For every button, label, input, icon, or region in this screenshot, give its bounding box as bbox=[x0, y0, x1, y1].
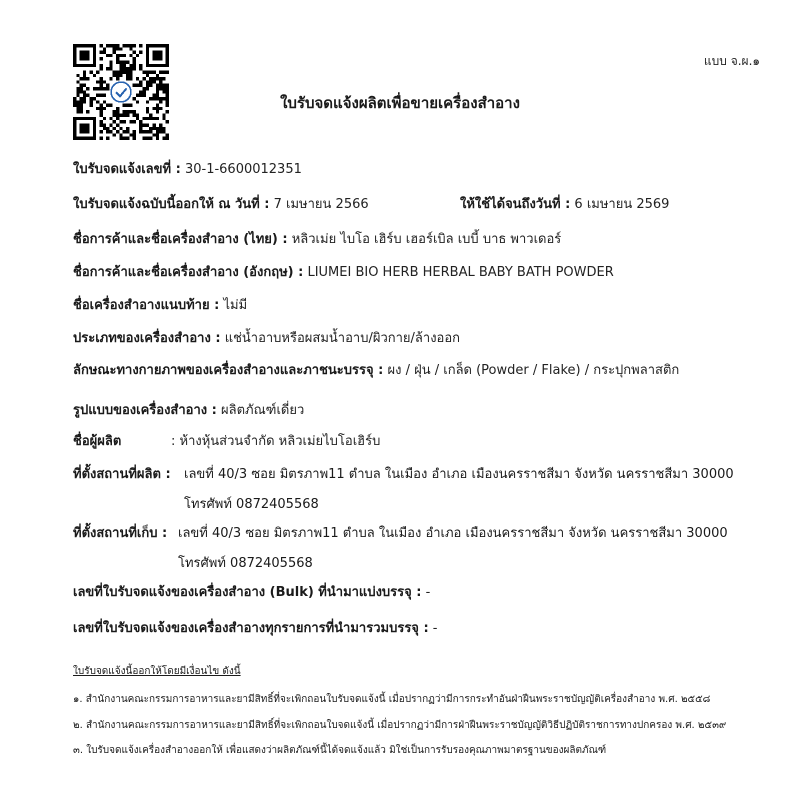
manufacturer-row bbox=[73, 433, 733, 453]
annex-name: ไม่มี bbox=[223, 298, 248, 313]
manufacturer-name: : ห้างหุ้นส่วนจำกัด หลิวเม่ยไบโอเฮิร์บ bbox=[171, 434, 381, 449]
issue-date-label: ใบรับจดแจ้งฉบับนี้ออกให้ ณ วันที่ : bbox=[73, 197, 270, 212]
trade-name-en-row bbox=[73, 264, 614, 282]
condition-item-3: ๓. ใบรับจดแจ้งเครื่องสำอางออกให้ เพื่อแสดงว่าผลิตภัณฑ์นี้ได้จดแจ้งแล้ว มิใช่เป็นการรับรองคุณภาพมาตรฐานของผลิตภัณฑ์ bbox=[73, 745, 607, 756]
condition-item-1: ๑. สำนักงานคณะกรรมการอาหารและยามีสิทธิ์ที่จะเพิกถอนใบรับจดแจ้งนี้ เมื่อปรากฏว่ามีการกระทำอันฝ่าฝืนพระราชบัญญัติเครื่องสำอาง พ.ศ. ๒๕๕๘ bbox=[73, 694, 711, 705]
physical-form-label: ลักษณะทางกายภาพของเครื่องสำอางและภาชนะบรรจุ : bbox=[73, 363, 384, 378]
issue-date: 7 เมษายน 2566 bbox=[273, 197, 369, 212]
issue-date-row bbox=[73, 196, 369, 214]
storage-address-label: ที่ตั้งสถานที่เก็บ : bbox=[73, 526, 168, 541]
product-style-row bbox=[73, 402, 304, 420]
trade-name-th: หลิวเม่ย ไบโอ เฮิร์บ เฮอร์เบิล เบบี้ บาธ พาวเดอร์ bbox=[291, 232, 562, 247]
valid-until-label: ให้ใช้ได้จนถึงวันที่ : bbox=[460, 197, 571, 212]
factory-address-label: ที่ตั้งสถานที่ผลิต : bbox=[73, 467, 171, 482]
trade-name-th-row bbox=[73, 231, 561, 249]
bulk-number: - bbox=[425, 585, 431, 600]
annex-name-label: ชื่อเครื่องสำอางแนบท้าย : bbox=[73, 298, 220, 313]
valid-until-row bbox=[460, 196, 669, 214]
notification-number-label: ใบรับจดแจ้งเลขที่ : bbox=[73, 162, 181, 177]
valid-until-date: 6 เมษายน 2569 bbox=[574, 197, 670, 212]
annex-name-row bbox=[73, 297, 247, 315]
product-style-label: รูปแบบของเครื่องสำอาง : bbox=[73, 403, 217, 418]
trade-name-th-label: ชื่อการค้าและชื่อเครื่องสำอาง (ไทย) : bbox=[73, 232, 288, 247]
factory-address-line: เลขที่ 40/3 ซอย มิตรภาพ11 ตำบล ในเมือง อำเภอ เมืองนครราชสีมา จังหวัด นครราชสีมา 30000 bbox=[184, 467, 734, 482]
cosmetic-type-label: ประเภทของเครื่องสำอาง : bbox=[73, 331, 221, 346]
factory-address bbox=[184, 460, 734, 520]
notification-number: 30-1-6600012351 bbox=[184, 162, 302, 177]
manufacturer-label: ชื่อผู้ผลิต bbox=[73, 434, 122, 449]
document-title: ใบรับจดแจ้งผลิตเพื่อขายเครื่องสำอาง bbox=[280, 94, 520, 112]
notification-number-row bbox=[73, 161, 302, 179]
bulk-number-row bbox=[73, 584, 430, 602]
physical-form: ผง / ฝุ่น / เกล็ด (Powder / Flake) / กระปุกพลาสติก bbox=[387, 363, 680, 378]
cosmetic-type: แช่น้ำอาบหรือผสมน้ำอาบ/ผิวกาย/ล้างออก bbox=[224, 331, 461, 346]
cosmetic-type-row bbox=[73, 330, 460, 348]
physical-form-row bbox=[73, 362, 679, 380]
combined-number: - bbox=[432, 621, 438, 636]
combined-number-row bbox=[73, 620, 437, 638]
product-style: ผลิตภัณฑ์เดี่ยว bbox=[221, 403, 305, 418]
form-code: แบบ จ.ผ.๑ bbox=[703, 54, 760, 68]
factory-phone: โทรศัพท์ 0872405568 bbox=[184, 497, 319, 512]
condition-item-2: ๒. สำนักงานคณะกรรมการอาหารและยามีสิทธิ์ที่จะเพิกถอนใบจดแจ้งนี้ เมื่อปรากฏว่ามีการฝ่าฝืนพระราชบัญญัติวิธีปฏิบัติราชการทางปกครอง พ.ศ. ๒๕๓๙ bbox=[73, 720, 727, 731]
trade-name-en: LIUMEI BIO HERB HERBAL BABY BATH POWDER bbox=[307, 265, 614, 280]
storage-address bbox=[178, 519, 728, 579]
storage-label-row bbox=[73, 525, 167, 543]
conditions-title: ใบรับจดแจ้งนี้ออกให้โดยมีเงื่อนไข ดังนี้ bbox=[73, 666, 241, 677]
combined-number-label: เลขที่ใบรับจดแจ้งของเครื่องสำอางทุกรายการที่นำมารวมบรรจุ : bbox=[73, 621, 429, 636]
bulk-number-label: เลขที่ใบรับจดแจ้งของเครื่องสำอาง (Bulk) ที่นำมาแบ่งบรรจุ : bbox=[73, 585, 422, 600]
trade-name-en-label: ชื่อการค้าและชื่อเครื่องสำอาง (อังกฤษ) : bbox=[73, 265, 304, 280]
storage-address-line: เลขที่ 40/3 ซอย มิตรภาพ11 ตำบล ในเมือง อำเภอ เมืองนครราชสีมา จังหวัด นครราชสีมา 30000 bbox=[178, 526, 728, 541]
storage-phone: โทรศัพท์ 0872405568 bbox=[178, 556, 313, 571]
factory-label-row bbox=[73, 466, 171, 484]
